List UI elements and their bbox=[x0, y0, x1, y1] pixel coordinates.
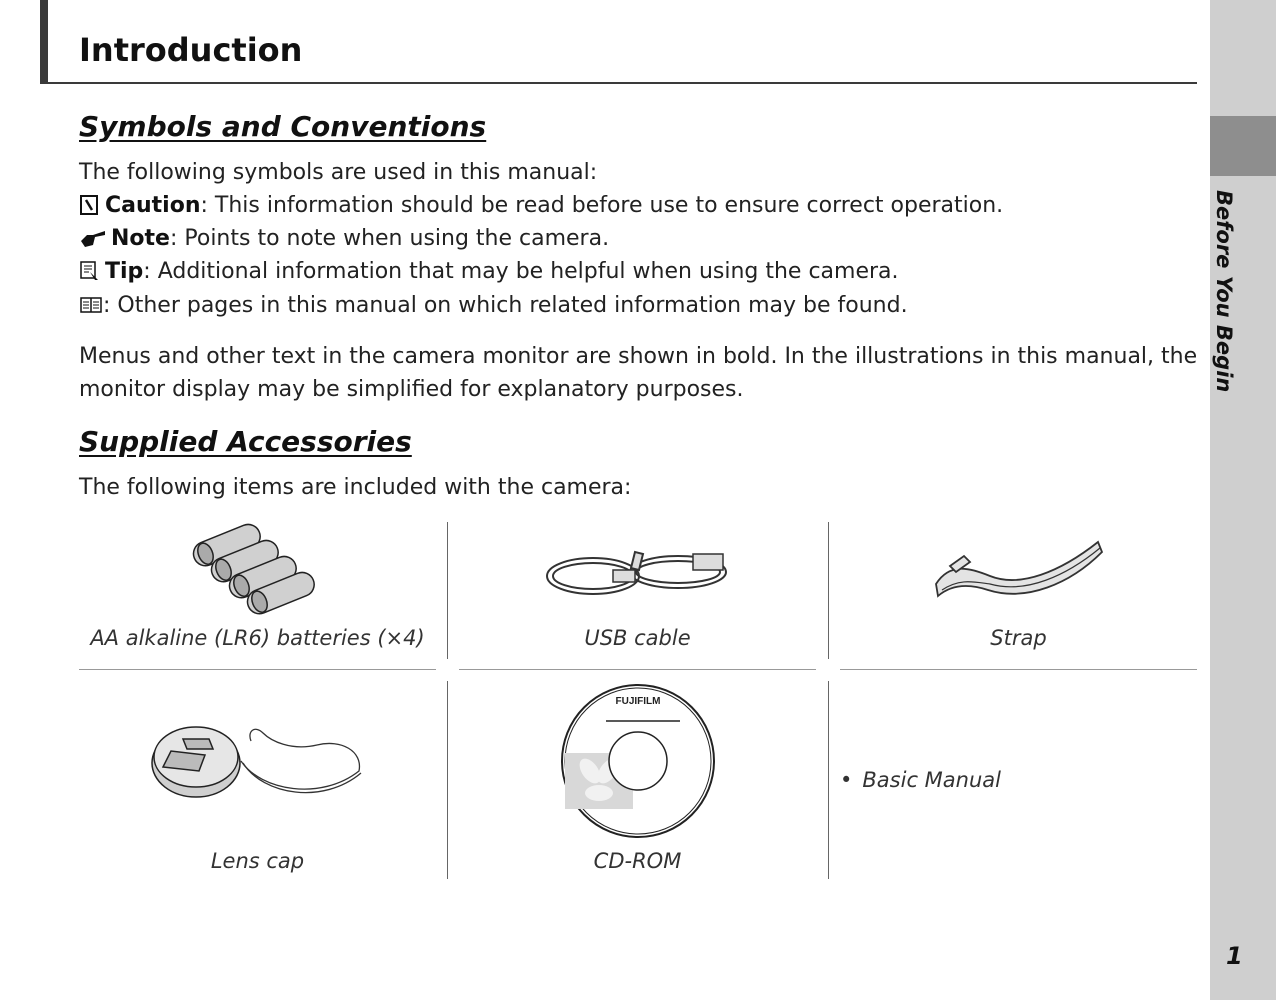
symbols-intro: The following symbols are used in this manual: bbox=[79, 160, 598, 185]
side-tab-marker bbox=[1210, 116, 1276, 176]
note-text: : Points to note when using the camera. bbox=[169, 226, 610, 251]
symbol-caution-line bbox=[79, 192, 1003, 224]
symbols-heading: Symbols and Conventions bbox=[79, 110, 487, 143]
cd-brand-label: FUJIFILM bbox=[615, 696, 661, 707]
conventions-paragraph: Menus and other text in the camera monitor are shown in bold. In the illustrations in this manual, the monitor display may be simplified for explanatory purposes. bbox=[79, 344, 1198, 402]
grid-divider bbox=[828, 522, 829, 659]
caution-text: : This information should be read before use to ensure correct operation. bbox=[200, 193, 1004, 218]
batteries-icon bbox=[184, 520, 334, 615]
grid-divider bbox=[447, 522, 448, 659]
symbol-note-line bbox=[79, 225, 609, 257]
accessory-lens-cap bbox=[79, 681, 436, 881]
accessory-caption: CD-ROM bbox=[593, 849, 682, 873]
bullet-dot-icon: • bbox=[840, 768, 853, 792]
accessory-usb-cable bbox=[459, 518, 816, 668]
page-ref-text: : Other pages in this manual on which related information may be found. bbox=[103, 293, 908, 318]
accessory-caption: USB cable bbox=[584, 626, 691, 650]
grid-divider bbox=[459, 669, 816, 670]
bullet-item bbox=[840, 768, 1001, 792]
accessory-caption: Lens cap bbox=[210, 849, 305, 873]
strap-icon bbox=[930, 532, 1110, 602]
book-icon bbox=[79, 294, 103, 324]
cd-rom-icon bbox=[560, 683, 716, 839]
grid-divider bbox=[828, 681, 829, 879]
bullet-text: Basic Manual bbox=[862, 768, 1001, 792]
page-title: Introduction bbox=[79, 31, 303, 69]
accessory-caption: AA alkaline (LR6) batteries (×4) bbox=[90, 626, 425, 650]
page-number: 1 bbox=[1226, 942, 1243, 970]
usb-cable-icon bbox=[543, 548, 733, 603]
caution-icon bbox=[79, 194, 101, 224]
grid-divider bbox=[840, 669, 1197, 670]
note-hand-icon bbox=[79, 227, 107, 257]
note-label: Note bbox=[111, 226, 170, 251]
accessory-caption: Strap bbox=[990, 626, 1047, 650]
accessories-heading: Supplied Accessories bbox=[79, 425, 412, 458]
grid-divider bbox=[79, 669, 436, 670]
symbol-page-ref-line bbox=[79, 292, 908, 324]
title-accent-bar bbox=[40, 0, 48, 84]
lens-cap-icon bbox=[151, 711, 366, 806]
symbol-tip-line bbox=[79, 258, 899, 290]
grid-divider bbox=[447, 681, 448, 879]
title-rule bbox=[40, 82, 1197, 84]
accessory-strap bbox=[840, 518, 1197, 668]
accessories-intro: The following items are included with the camera: bbox=[79, 475, 632, 500]
accessory-batteries bbox=[79, 518, 436, 668]
caution-label: Caution bbox=[105, 193, 201, 218]
side-tab-label: Before You Begin bbox=[1212, 190, 1236, 393]
tip-icon bbox=[79, 260, 101, 290]
tip-label: Tip bbox=[105, 259, 144, 284]
tip-text: : Additional information that may be helpful when using the camera. bbox=[143, 259, 899, 284]
accessory-cd-rom bbox=[459, 681, 816, 881]
